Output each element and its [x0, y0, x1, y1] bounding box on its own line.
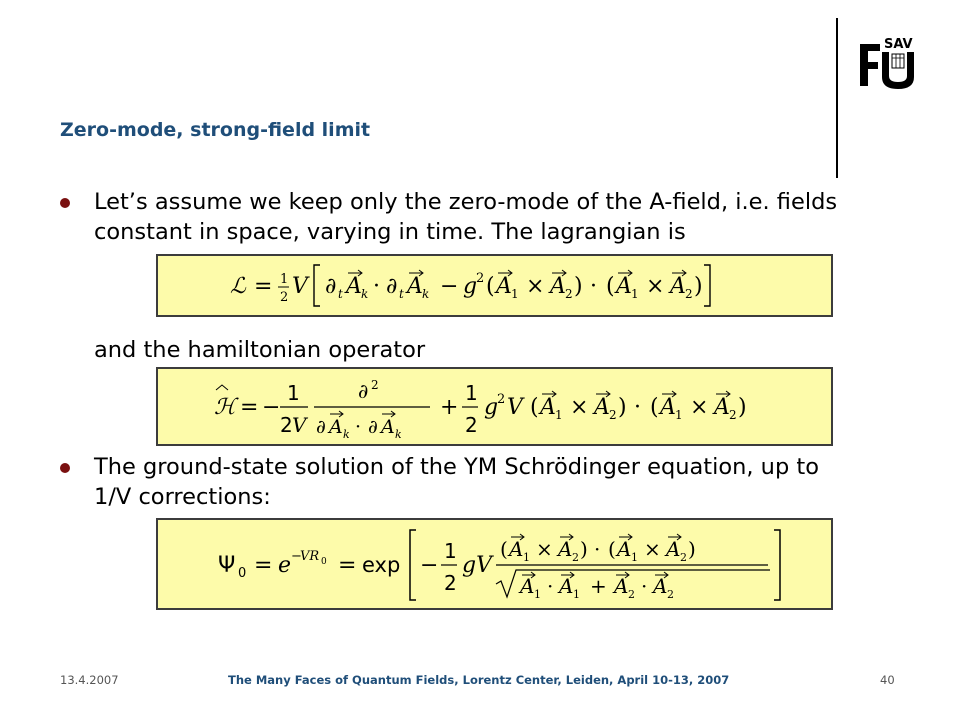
- ground-state-formula: [158, 520, 831, 608]
- svg-text:−: −: [440, 274, 459, 299]
- svg-text:A: A: [559, 574, 574, 598]
- svg-text:0: 0: [238, 566, 247, 581]
- svg-text:×: ×: [646, 274, 665, 299]
- svg-text:V: V: [292, 413, 307, 437]
- svg-text:−: −: [262, 395, 281, 420]
- svg-text:A: A: [550, 274, 566, 299]
- svg-text:g: g: [463, 274, 478, 299]
- svg-text:2: 2: [685, 287, 693, 301]
- svg-text:·: ·: [355, 416, 362, 438]
- logo-text: SAV: [884, 37, 913, 52]
- svg-text:k: k: [361, 287, 369, 301]
- svg-text:V: V: [292, 274, 308, 299]
- svg-text:A: A: [653, 574, 668, 598]
- svg-text:1: 1: [444, 539, 457, 563]
- svg-text:t: t: [399, 287, 404, 301]
- svg-text:A: A: [496, 274, 512, 299]
- svg-text:∂: ∂: [368, 416, 378, 438]
- bullet-1-text: [94, 187, 894, 247]
- svg-text:1: 1: [465, 381, 478, 405]
- svg-text:1: 1: [534, 588, 541, 601]
- svg-text:1: 1: [555, 408, 563, 422]
- svg-text:1: 1: [631, 287, 639, 301]
- svg-text:A: A: [407, 274, 423, 299]
- svg-text:∂: ∂: [316, 416, 326, 438]
- footer-conference: The Many Faces of Quantum Fields, Lorentz Center, Leiden, April 10-13, 2007: [228, 673, 730, 687]
- ground-state-equation: [156, 518, 833, 610]
- svg-text:1: 1: [523, 551, 530, 564]
- hamiltonian-equation: [156, 367, 833, 446]
- svg-text:gV: gV: [462, 553, 492, 578]
- svg-text:A: A: [381, 416, 395, 438]
- svg-text:2: 2: [371, 378, 379, 392]
- svg-text:(: (: [608, 537, 616, 561]
- svg-text:2: 2: [729, 408, 737, 422]
- svg-text:A: A: [594, 395, 610, 420]
- bullet-1-line-2: constant in space, varying in time. The lagrangian is: [94, 219, 686, 245]
- svg-text:×: ×: [690, 395, 709, 420]
- svg-text:2: 2: [680, 551, 687, 564]
- svg-text:A: A: [558, 537, 573, 561]
- svg-text:1: 1: [280, 272, 289, 287]
- svg-text:·: ·: [641, 574, 648, 598]
- svg-text:(: (: [530, 395, 539, 420]
- svg-text:A: A: [660, 395, 676, 420]
- svg-text:∂: ∂: [386, 274, 398, 299]
- svg-text:2: 2: [280, 413, 293, 437]
- svg-text:+: +: [590, 574, 607, 598]
- footer-date: 13.4.2007: [60, 673, 119, 687]
- svg-text:e: e: [278, 553, 292, 578]
- hamiltonian-formula: [158, 369, 831, 444]
- svg-text:·: ·: [547, 574, 554, 598]
- svg-text:·: ·: [590, 274, 597, 299]
- svg-text:×: ×: [644, 537, 661, 561]
- svg-text:2: 2: [444, 571, 457, 595]
- svg-text:2: 2: [572, 551, 579, 564]
- bullet-2-line-2: 1/V corrections:: [94, 484, 271, 510]
- footer-page-number: 40: [880, 673, 895, 687]
- svg-text:1: 1: [631, 551, 638, 564]
- svg-text:g: g: [484, 395, 499, 420]
- divider-line: [836, 18, 838, 178]
- bullet-marker: [60, 198, 70, 208]
- svg-text:2: 2: [628, 588, 635, 601]
- svg-text:A: A: [617, 537, 632, 561]
- svg-text:): ): [574, 274, 583, 299]
- svg-text:): ): [694, 274, 703, 299]
- svg-text:ℒ: ℒ: [230, 274, 246, 299]
- svg-text:A: A: [509, 537, 524, 561]
- svg-text:2: 2: [667, 588, 674, 601]
- svg-text:1: 1: [287, 381, 300, 405]
- bullet-2-text: [94, 452, 894, 512]
- svg-text:1: 1: [675, 408, 683, 422]
- svg-text:2: 2: [609, 408, 617, 422]
- svg-text:): ): [580, 537, 588, 561]
- svg-text:A: A: [346, 274, 362, 299]
- sav-logo: [856, 36, 926, 92]
- svg-text:1: 1: [573, 588, 580, 601]
- svg-text:∂: ∂: [358, 379, 369, 403]
- svg-text:): ): [618, 395, 627, 420]
- svg-text:Ψ: Ψ: [218, 553, 236, 578]
- svg-text:2: 2: [465, 413, 478, 437]
- svg-text:k: k: [422, 287, 430, 301]
- svg-text:A: A: [540, 395, 556, 420]
- svg-text:+: +: [440, 395, 459, 420]
- bullet-2-line-1: The ground-state solution of the YM Schrödinger equation, up to: [94, 454, 819, 480]
- svg-text:2: 2: [497, 392, 506, 407]
- svg-text:=: =: [254, 553, 273, 578]
- bullet-1-line-1: Let’s assume we keep only the zero-mode of the A-field, i.e. fields: [94, 189, 838, 215]
- svg-text:A: A: [520, 574, 535, 598]
- svg-text:(: (: [650, 395, 659, 420]
- svg-text:×: ×: [570, 395, 589, 420]
- svg-text:2: 2: [565, 287, 573, 301]
- svg-text:−: −: [420, 553, 439, 578]
- svg-text:·: ·: [634, 395, 641, 420]
- svg-text:1: 1: [511, 287, 519, 301]
- svg-text:−: −: [291, 549, 302, 564]
- svg-text:·: ·: [594, 537, 601, 561]
- svg-text:t: t: [338, 287, 343, 301]
- svg-text:2: 2: [280, 290, 289, 305]
- svg-text:): ): [688, 537, 696, 561]
- bullet-marker: [60, 463, 70, 473]
- svg-text:×: ×: [536, 537, 553, 561]
- svg-text:(: (: [486, 274, 495, 299]
- svg-text:=: =: [240, 395, 259, 420]
- svg-text:(: (: [500, 537, 508, 561]
- slide-title: Zero-mode, strong-field limit: [60, 119, 371, 141]
- svg-text:A: A: [329, 416, 343, 438]
- svg-text:A: A: [616, 274, 632, 299]
- svg-text:A: A: [670, 274, 686, 299]
- svg-text:exp: exp: [362, 553, 401, 577]
- svg-text:=: =: [338, 553, 357, 578]
- lagrangian-equation: [156, 254, 833, 317]
- svg-text:k: k: [395, 428, 402, 441]
- svg-text:=: =: [254, 274, 273, 299]
- lagrangian-formula: [158, 256, 831, 315]
- svg-text:): ): [738, 395, 747, 420]
- svg-text:2: 2: [476, 271, 485, 286]
- between-text: and the hamiltonian operator: [94, 337, 426, 363]
- svg-text:A: A: [614, 574, 629, 598]
- svg-text:V: V: [507, 395, 523, 420]
- svg-text:A: A: [714, 395, 730, 420]
- svg-text:0: 0: [321, 557, 327, 567]
- svg-text:k: k: [343, 428, 350, 441]
- svg-text:ℋ: ℋ: [214, 395, 236, 420]
- svg-text:×: ×: [526, 274, 545, 299]
- svg-text:·: ·: [373, 274, 380, 299]
- svg-text:∂: ∂: [325, 274, 337, 299]
- svg-text:(: (: [606, 274, 615, 299]
- svg-text:VR: VR: [300, 549, 320, 564]
- svg-text:A: A: [666, 537, 681, 561]
